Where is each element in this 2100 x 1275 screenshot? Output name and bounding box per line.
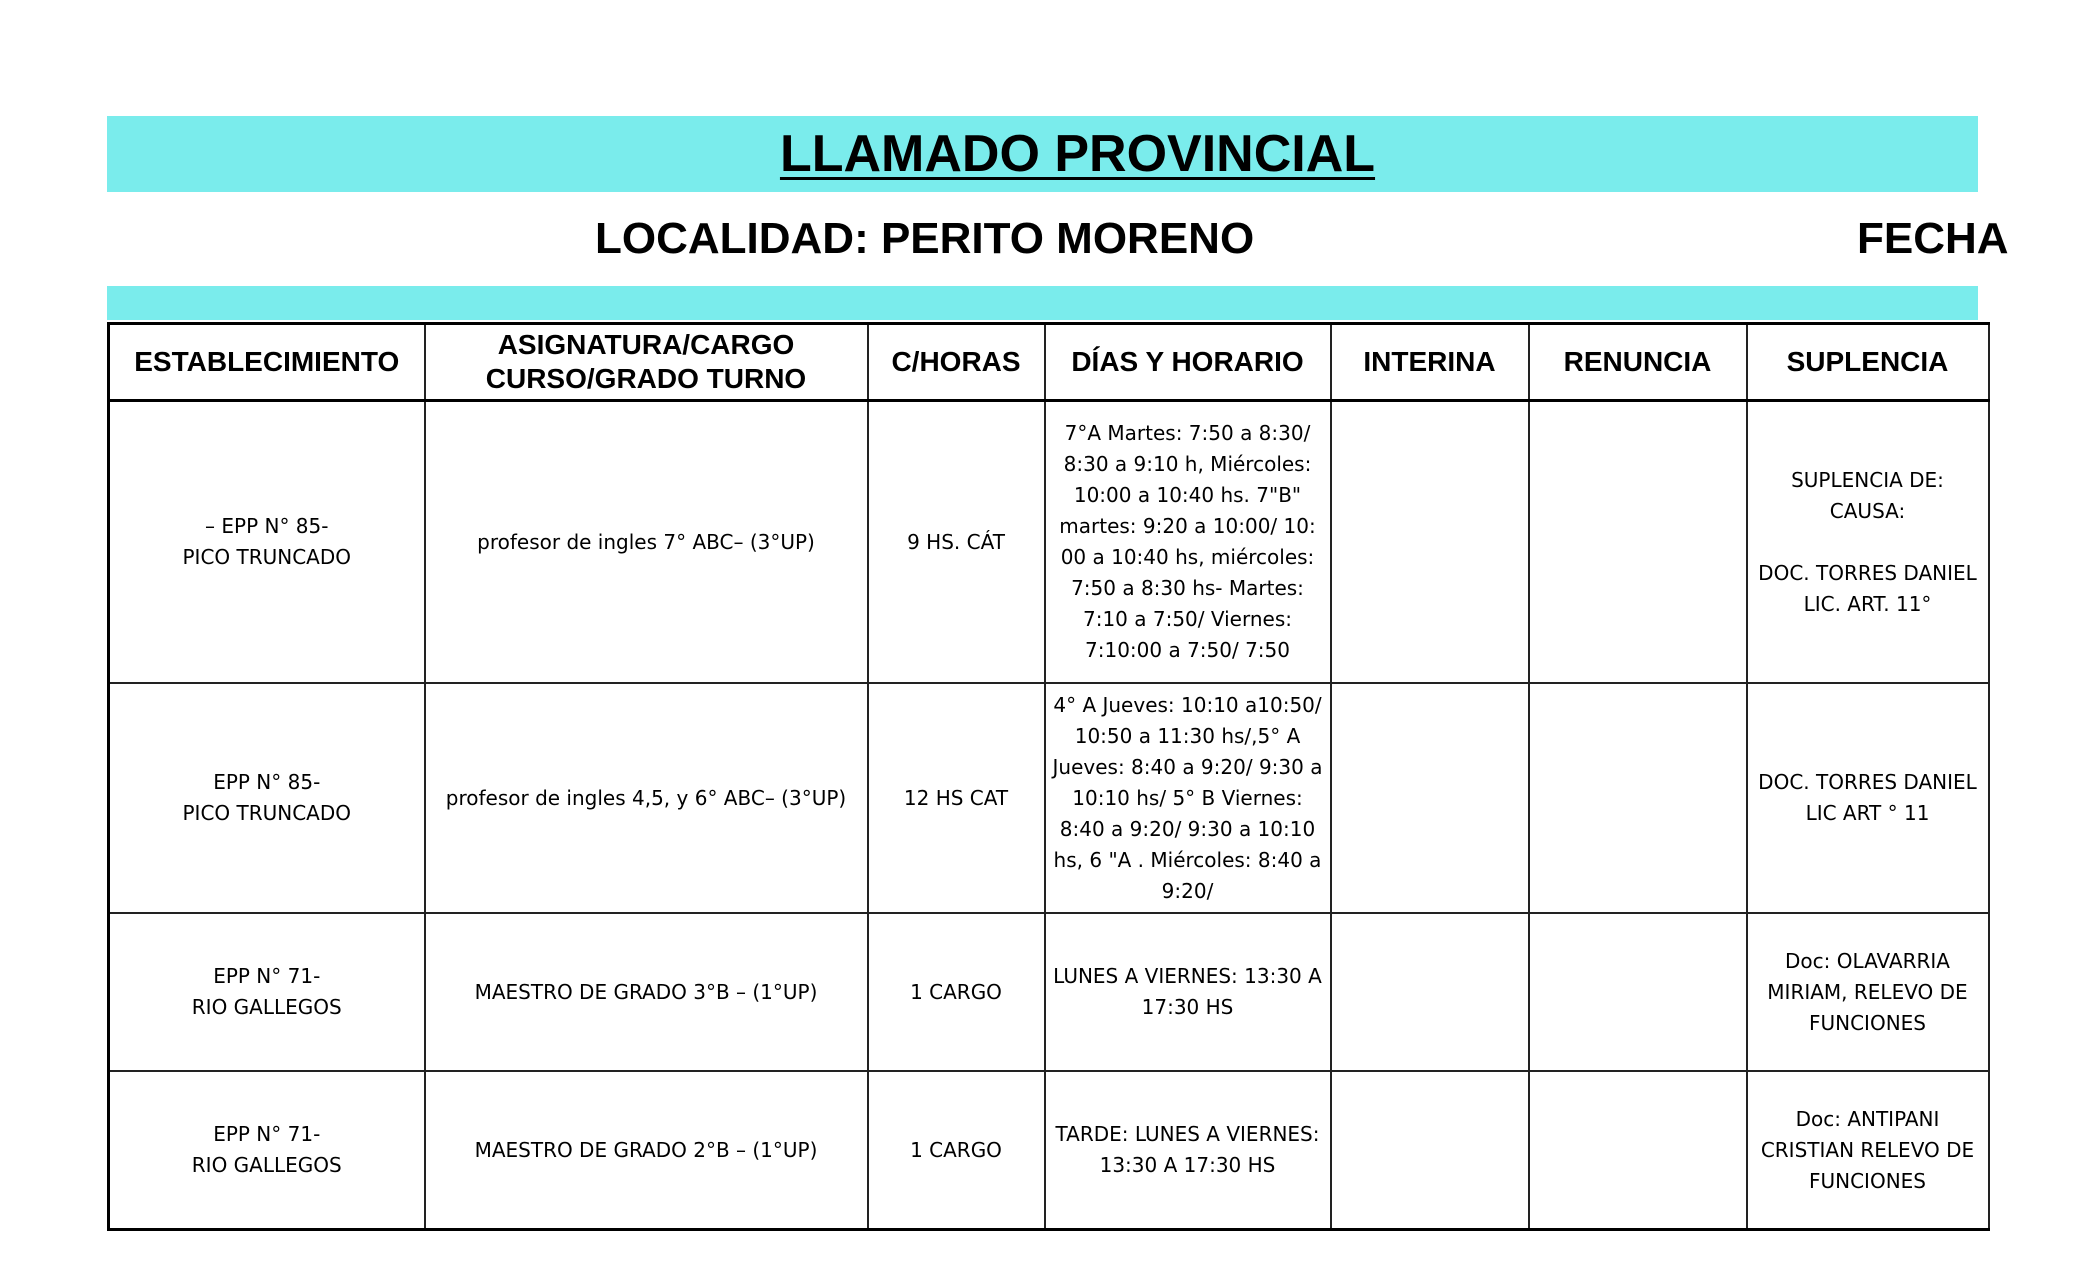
col-header-horario: DÍAS Y HORARIO (1045, 324, 1331, 401)
cell-renuncia (1529, 913, 1747, 1071)
table-row (109, 683, 1989, 913)
cell-establecimiento: – EPP N° 85- PICO TRUNCADO (109, 401, 425, 684)
separator-band (107, 286, 1978, 320)
cell-renuncia (1529, 401, 1747, 684)
cell-renuncia (1529, 683, 1747, 913)
cell-renuncia (1529, 1071, 1747, 1230)
table-row (109, 913, 1989, 1071)
cell-establecimiento: EPP N° 71- RIO GALLEGOS (109, 1071, 425, 1230)
cell-horas: 1 CARGO (868, 913, 1045, 1071)
col-header-asignatura: ASIGNATURA/CARGO CURSO/GRADO TURNO (425, 324, 868, 401)
cell-suplencia: SUPLENCIA DE: CAUSA: DOC. TORRES DANIEL LIC. ART. 11° (1747, 401, 1989, 684)
cell-interina (1331, 1071, 1529, 1230)
cell-suplencia: DOC. TORRES DANIEL LIC ART ° 11 (1747, 683, 1989, 913)
cell-interina (1331, 913, 1529, 1071)
col-header-horas: C/HORAS (868, 324, 1045, 401)
cell-horario-text: 7°A Martes: 7:50 a 8:30/ 8:30 a 9:10 h, Miércoles: 10:00 a 10:40 hs. 7"B" martes: 9:20 a 10:00/ 10: 00 a 10:40 hs, miércoles: 7:50 a 8:30 hs- Martes: 7:10 a 7:50/ Viernes: 7:10:00 a 7:50/ 7:50 (1059, 421, 1316, 662)
cell-asignatura: profesor de ingles 4,5, y 6° ABC– (3°UP) (425, 683, 868, 913)
cell-horas: 12 HS CAT (868, 683, 1045, 913)
table-header-row (109, 324, 1989, 401)
cell-asignatura: MAESTRO DE GRADO 3°B – (1°UP) (425, 913, 868, 1071)
cell-establecimiento: EPP N° 71- RIO GALLEGOS (109, 913, 425, 1071)
cell-suplencia: Doc: ANTIPANI CRISTIAN RELEVO DE FUNCIONES (1747, 1071, 1989, 1230)
cell-establecimiento: EPP N° 85- PICO TRUNCADO (109, 683, 425, 913)
cell-suplencia: Doc: OLAVARRIA MIRIAM, RELEVO DE FUNCIONES (1747, 913, 1989, 1071)
date-label: FECHA (1857, 214, 2009, 263)
col-header-suplencia: SUPLENCIA (1747, 324, 1989, 401)
cell-horario (1045, 683, 1331, 913)
table-row (109, 401, 1989, 684)
cell-horario: TARDE: LUNES A VIERNES: 13:30 A 17:30 HS (1045, 1071, 1331, 1230)
col-header-interina: INTERINA (1331, 324, 1529, 401)
cell-asignatura: profesor de ingles 7° ABC– (3°UP) (425, 401, 868, 684)
cell-asignatura: MAESTRO DE GRADO 2°B – (1°UP) (425, 1071, 868, 1230)
cell-interina (1331, 683, 1529, 913)
locality-label: LOCALIDAD: PERITO MORENO (595, 214, 1255, 263)
cell-horas: 1 CARGO (868, 1071, 1045, 1230)
cell-horario: LUNES A VIERNES: 13:30 A 17:30 HS (1045, 913, 1331, 1071)
col-header-establecimiento: ESTABLECIMIENTO (109, 324, 425, 401)
page-title: LLAMADO PROVINCIAL (779, 125, 1376, 183)
cell-horario (1045, 401, 1331, 684)
cell-horario-text: 4° A Jueves: 10:10 a10:50/ 10:50 a 11:30 hs/,5° A Jueves: 8:40 a 9:20/ 9:30 a 10:10 hs/ 5° B Viernes: 8:40 a 9:20/ 9:30 a 10:10 hs, 6 "A . Miércoles: 8:40 a 9:20/ (1052, 692, 1323, 903)
table-row (109, 1071, 1989, 1230)
vacancy-table (107, 322, 1990, 1231)
col-header-renuncia: RENUNCIA (1529, 324, 1747, 401)
cell-horas: 9 HS. CÁT (868, 401, 1045, 684)
sheet (107, 116, 2009, 1193)
cell-interina (1331, 401, 1529, 684)
